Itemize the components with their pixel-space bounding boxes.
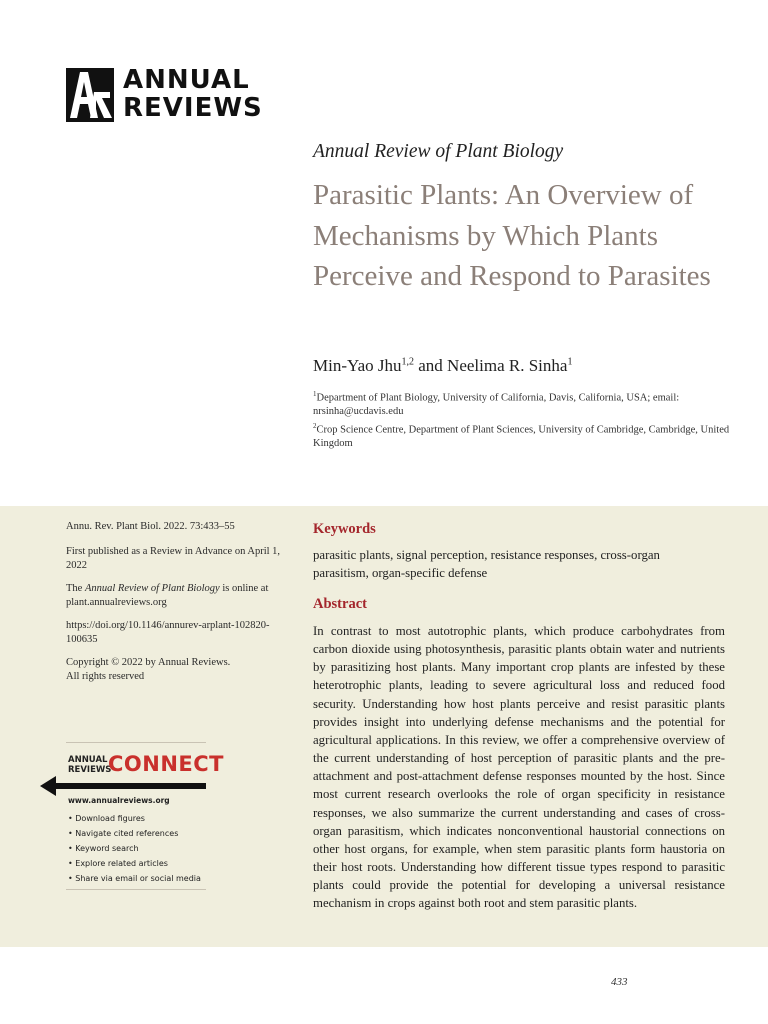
abstract-text: In contrast to most autotrophic plants, which produce carbohydrates from carbon dioxide using photosynthesis, parasitic plants obtain water and nutrients by parasitizing host plants. Many important crop plants are infested by these heterotrophic plants, leading to severe agricultural loss and reduced food security. Understanding how host plants perceive and resist parasitic plants provides insight into underlying defense mechanisms and the potential for agricultural applications. In this review, we offer a comprehensive overview of the current understanding of host perception of parasitic plants and the pre-attachment and post-attachment defense responses mounted by the host. Since most current research overlooks the role of organ specificity in resistance responses, we also summarize the current understanding and cases of cross-organ parasitism, which indicates nonconventional haustorial connections on other host organs, for example, when stem parasitic plants form haustoria on their host roots. Understanding how different tissue types respond to parasitic plants could provide the potential for developing a universal resistance mechanism in crops against both root and stem parasitic plants. [313, 624, 725, 911]
annual-reviews-connect-box [66, 742, 224, 890]
affiliation-marker: 2 [313, 422, 317, 430]
author-conjunction: and [414, 356, 448, 375]
article-title: Parasitic Plants: An Overview of Mechanisms by Which Plants Perceive and Respond to Parasites [313, 179, 711, 292]
divider [66, 889, 206, 890]
citation: Annu. Rev. Plant Biol. 2022. 73:433–55 [66, 521, 235, 532]
author-name: Neelima R. Sinha [447, 356, 568, 375]
connect-ar-label [68, 755, 111, 775]
ar-monogram-icon [66, 68, 114, 122]
logo-line-annual: ANNUAL [123, 65, 250, 95]
keywords-text: parasitic plants, signal perception, resistance responses, cross-organ parasitism, organ-specific defense [313, 548, 660, 581]
list-item: • Share via email or social media [68, 871, 201, 886]
online-notice [66, 582, 281, 609]
affiliation-text: Department of Plant Biology, University of California, Davis, California, USA; email: nrsinha@ucdavis.edu [313, 392, 680, 417]
list-item: • Explore related articles [68, 856, 201, 871]
connect-ar-line2: REVIEWS [68, 765, 112, 775]
keywords-heading: Keywords [313, 521, 376, 537]
online-prefix: The [66, 583, 85, 594]
publication-date: First published as a Review in Advance on April 1, 2022 [66, 546, 281, 571]
affiliation-marker: 1 [313, 390, 317, 398]
left-arrow-icon [40, 776, 206, 796]
author-name: Min-Yao Jhu [313, 356, 402, 375]
divider [66, 742, 206, 743]
affiliation-2 [313, 420, 733, 450]
list-item: • Download figures [68, 811, 201, 826]
author-affiliation-marker: 1 [567, 356, 573, 368]
journal-name: Annual Review of Plant Biology [313, 141, 564, 162]
doi-link[interactable]: https://doi.org/10.1146/annurev-arplant-102820-100635 [66, 620, 270, 645]
annual-reviews-logo [66, 65, 266, 124]
page-number: 433 [611, 976, 628, 988]
copyright-notice [66, 656, 281, 683]
online-journal-name: Annual Review of Plant Biology [84, 583, 220, 594]
copyright-line: Copyright © 2022 by Annual Reviews. [66, 657, 231, 668]
list-item: • Keyword search [68, 841, 201, 856]
logo-line-reviews: REVIEWS [123, 93, 263, 123]
logo-wordmark [123, 66, 263, 122]
connect-url[interactable]: www.annualreviews.org [68, 796, 170, 805]
online-suffix: is online at plant.annualreviews.org [66, 583, 269, 608]
affiliation-1 [313, 388, 733, 418]
connect-wordmark: CONNECT [108, 752, 224, 776]
author-affiliation-marker: 1,2 [401, 356, 414, 368]
list-item: • Navigate cited references [68, 826, 201, 841]
abstract-heading: Abstract [313, 596, 367, 612]
affiliation-text: Crop Science Centre, Department of Plant Sciences, University of Cambridge, Cambridge, United Kingdom [313, 424, 730, 449]
author-list [313, 356, 572, 376]
connect-ar-line1: ANNUAL [68, 755, 108, 765]
rights-line: All rights reserved [66, 670, 145, 682]
connect-feature-list [68, 811, 201, 886]
